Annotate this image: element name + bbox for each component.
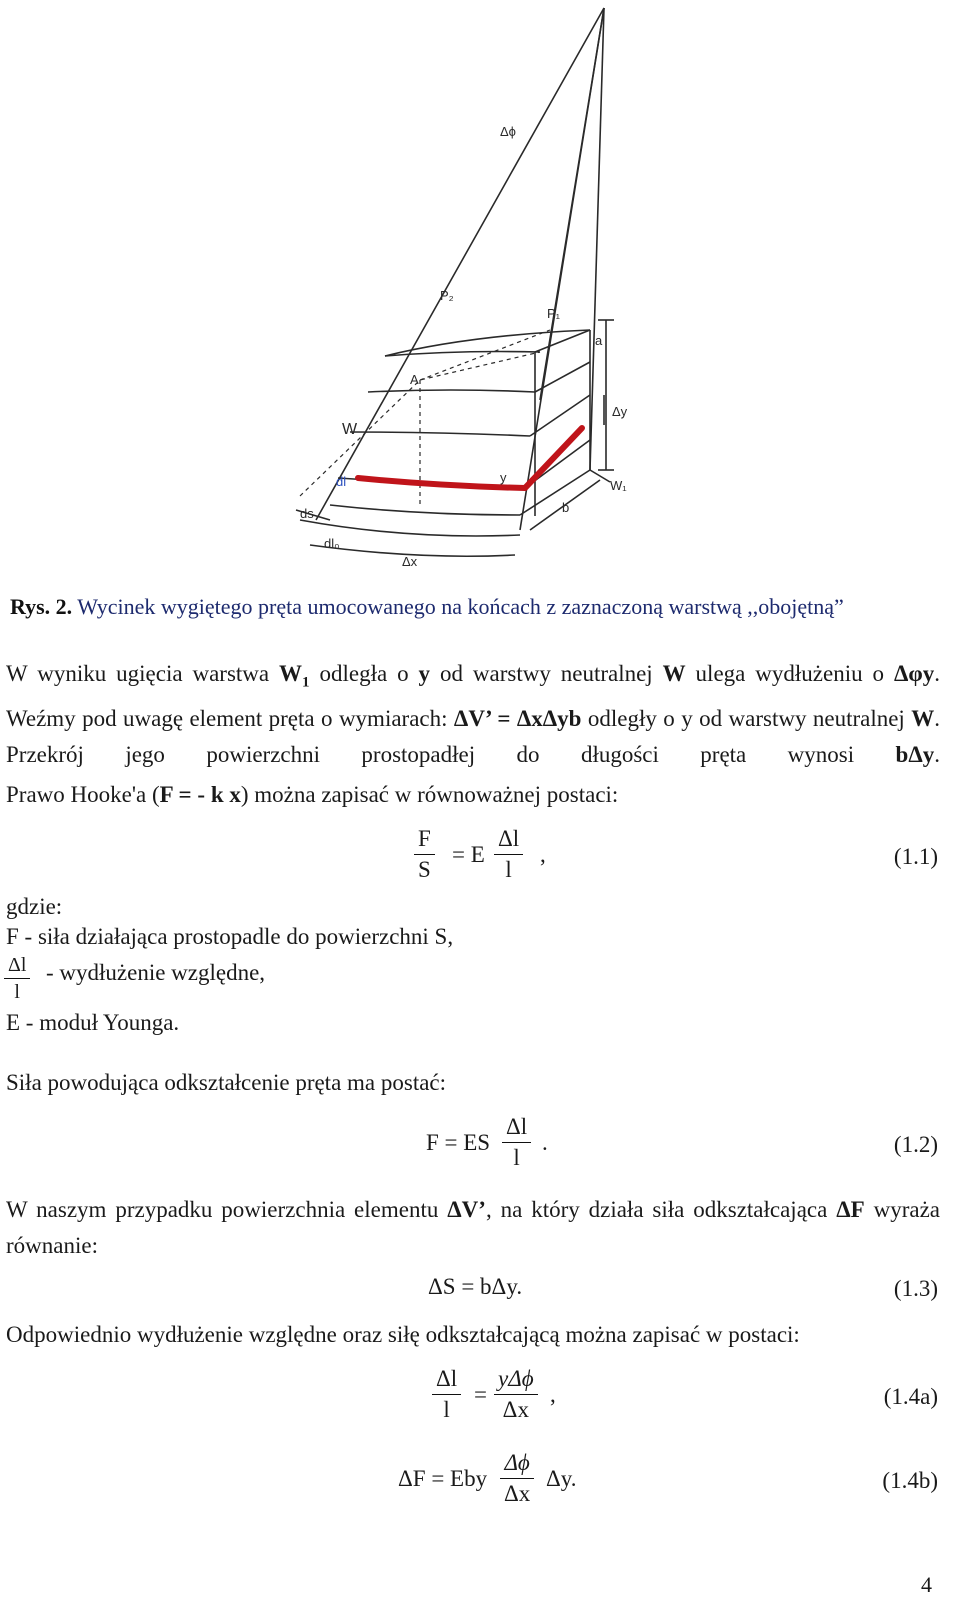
eq11-s: S <box>418 857 431 882</box>
where-e-def: E - moduł Younga. <box>6 1010 180 1035</box>
eq14b-dx: Δx <box>504 1481 531 1506</box>
eq12-period: . <box>542 1130 548 1155</box>
eq14a-dx: Δx <box>502 1397 529 1422</box>
label-dl: dl <box>336 474 347 489</box>
p2-text-2: ) można zapisać w równoważnej postaci: <box>240 782 619 807</box>
p1-text-1: W wyniku ugięcia warstwa <box>6 661 280 686</box>
eq11-frac-left <box>414 826 435 883</box>
label-delta-y: Δy <box>612 404 628 419</box>
p2-text-1: Prawo Hooke'a ( <box>6 782 160 807</box>
eq14a-ydphi: yΔϕ <box>498 1366 534 1391</box>
eq14a-number: (1.4a) <box>883 1384 938 1409</box>
eq11-frac-right <box>494 826 523 883</box>
p4-text-3: wyraża równanie: <box>6 1197 940 1258</box>
p1-text-7: . Przekrój jego powierzchni prostopadłej do długości pręta wynosi <box>6 705 940 767</box>
p1-text-3: od warstwy neutralnej <box>430 661 663 686</box>
label-p2: P₂ <box>440 288 454 303</box>
p1-text-2: odległa o <box>309 661 419 686</box>
paragraph-3: Siła powodująca odkształcenie pręta ma postać: <box>6 1070 447 1095</box>
p1-w1-sub: 1 <box>302 674 310 691</box>
page-number: 4 <box>921 1572 932 1597</box>
eq11-dl: Δl <box>498 826 520 851</box>
p1-text-4: ulega wydłużeniu o <box>685 661 894 686</box>
eq14b-dphi: Δϕ <box>504 1450 530 1475</box>
eq14a-frac-right <box>494 1366 538 1423</box>
eq12-number: (1.2) <box>893 1132 938 1157</box>
label-y: y <box>500 470 507 485</box>
paragraph-5: Odpowiednio wydłużenie względne oraz siłę odkształcającą można zapisać w postaci: <box>6 1322 800 1347</box>
eq12-l: l <box>513 1145 520 1170</box>
eq14a-dl: Δl <box>436 1366 458 1391</box>
p1-w2: W <box>911 705 935 731</box>
label-a: a <box>595 333 603 348</box>
p4-text-2: , na który działa siła odkształcająca <box>485 1197 837 1222</box>
label-p1: P₁ <box>547 306 561 321</box>
where-dl-def: - wydłużenie względne, <box>46 960 266 985</box>
p1-y: y <box>418 661 431 686</box>
eq11-f: F <box>418 826 431 851</box>
paragraph-1 <box>6 656 940 773</box>
paragraph-2 <box>6 780 618 810</box>
p1-w: W <box>662 661 686 686</box>
p1-dphiy: Δφy <box>893 661 935 686</box>
eq13-number: (1.3) <box>893 1276 938 1301</box>
eq14b-number: (1.4b) <box>882 1468 938 1493</box>
where-label: gdzie: <box>6 894 63 919</box>
caption-text: Wycinek wygiętego pręta umocowanego na końcach z zaznaczoną warstwą ,,obojętną” <box>77 594 844 619</box>
label-b: b <box>562 500 570 515</box>
eq11-comma: , <box>540 842 546 867</box>
eq14a-frac-left <box>432 1366 461 1423</box>
eq12-dl: Δl <box>506 1114 528 1139</box>
bent-rod-figure <box>0 0 960 580</box>
p4-text-1: W naszym przypadku powierzchnia elementu <box>6 1197 448 1222</box>
p4-df: ΔF <box>836 1197 865 1222</box>
p1-bdy: bΔy <box>895 741 935 767</box>
eq14a-comma: , <box>550 1382 556 1407</box>
eq11-l: l <box>505 857 512 882</box>
label-A: A <box>410 372 419 387</box>
label-delta-x: Δx <box>402 554 418 569</box>
p1-text-6: odległy o y od warstwy neutralnej <box>581 705 912 731</box>
where-dl-den: l <box>14 981 20 1003</box>
figure-caption <box>10 594 950 620</box>
p4-dv: ΔV’ <box>447 1197 486 1222</box>
p2-hooke: F = - k x <box>159 782 241 807</box>
where-f-def: F - siła działająca prostopadle do powierzchni S, <box>6 924 454 949</box>
where-dl-frac <box>4 954 30 1003</box>
label-delta-phi: Δϕ <box>500 124 516 139</box>
eq14b-lhs: ΔF = Eby <box>398 1466 488 1491</box>
where-dl-num: Δl <box>8 954 27 976</box>
label-W: W <box>342 421 358 438</box>
caption-label: Rys. 2. <box>10 594 73 619</box>
label-W1: W₁ <box>610 478 627 493</box>
eq14a-l: l <box>443 1397 450 1422</box>
eq14b-tail: Δy. <box>546 1466 577 1491</box>
p1-text-8: . <box>934 741 940 767</box>
eq12-frac <box>502 1114 531 1171</box>
p1-w1: W <box>279 661 303 686</box>
eq14b-frac <box>500 1450 534 1507</box>
eq14a-equals: = <box>474 1382 487 1407</box>
eq11-equals-e: = E <box>452 842 485 867</box>
p1-text-5: . Weźmy pod uwagę element pręta o wymiarach: <box>6 661 940 731</box>
label-ds: ds <box>300 506 314 521</box>
eq13-text: ΔS = bΔy. <box>428 1274 523 1299</box>
eq12-lhs: F = ES <box>426 1130 491 1155</box>
p1-dv: ΔV’ = ΔxΔyb <box>453 705 582 731</box>
paragraph-4 <box>6 1192 940 1264</box>
label-dl0: dl₀ <box>324 536 340 551</box>
eq11-number: (1.1) <box>893 844 938 869</box>
